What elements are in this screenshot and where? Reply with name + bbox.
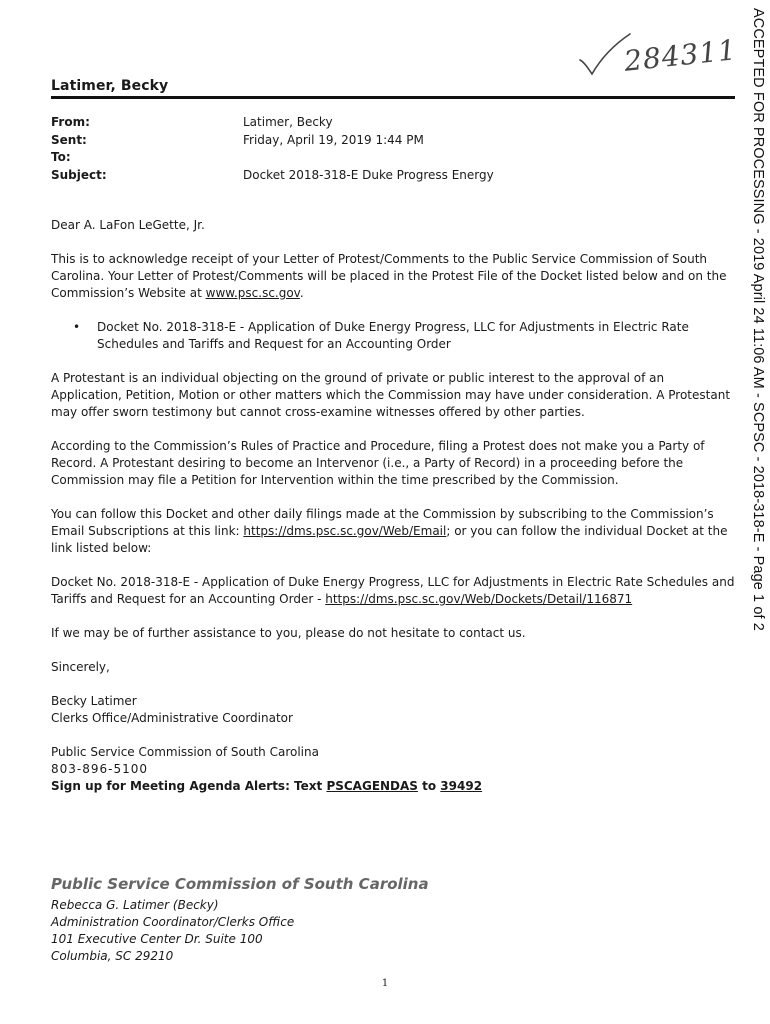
page-number: 1 [381,978,389,989]
handwritten-number: 284311 [622,33,739,78]
protestant-paragraph: A Protestant is an individual objecting on the ground of private or public interest to the approval of an Application, Petition, Motion or other matters which the Commission may have under consideration. A Protestant may offer sworn testimony but cannot cross-examine witnesses offered by other parties. [51,371,731,419]
subscription-text: You can follow this Docket and other daily filings made at the Commission by subscribing to the Commission’s Email Subscriptions at this link: [51,507,714,538]
to-row [51,149,735,167]
docket-link-paragraph [51,574,735,608]
alerts-mid: to [417,779,441,793]
agenda-alerts-line [51,778,735,795]
assistance-paragraph: If we may be of further assistance to you, please do not hesitate to contact us. [51,626,526,640]
email-signature [51,876,551,965]
subject-row [51,167,735,185]
email-body [51,217,735,795]
alerts-number: 39492 [440,779,483,793]
phone-number: 803-896-5100 [51,762,149,776]
acceptance-stamp-text: ACCEPTED FOR PROCESSING - 2019 April 24 11:06 AM - SCPSC - 2018-318-E - Page 1 of 2 [750,8,766,631]
sent-label: Sent: [51,132,87,147]
docket-bullet-text: Docket No. 2018-318-E - Application of Duke Energy Progress, LLC for Adjustments in Electric Rate Schedules and Tariffs and Request for an Accounting Order [97,320,689,351]
sent-value: Friday, April 19, 2019 1:44 PM [243,132,424,147]
from-label: From: [51,115,90,129]
email-subscription-link[interactable]: https://dms.psc.sc.gov/Web/Email [243,524,447,538]
signature-address-line-2: Columbia, SC 29210 [51,949,174,963]
docket-bullet [51,319,735,353]
signature-address-line-1: 101 Executive Center Dr. Suite 100 [51,932,263,946]
subscription-end: ; or you can follow the individual Docket at the link listed below: [51,524,728,555]
mailbox-owner-name: Latimer, Becky [51,78,169,94]
to-value [243,149,735,167]
acceptance-stamp [750,6,766,690]
signature-name: Rebecca G. Latimer (Becky) [51,898,219,912]
closing: Sincerely, [51,660,110,674]
alerts-prefix: Sign up for Meeting Agenda Alerts: Text [51,779,327,793]
from-row [51,114,735,132]
sent-row [51,132,735,150]
sender-name: Becky Latimer [51,694,137,708]
docket-detail-link[interactable]: https://dms.psc.sc.gov/Web/Dockets/Detail/116871 [325,592,633,606]
from-value: Latimer, Becky [243,115,333,129]
subject-value: Docket 2018-318-E Duke Progress Energy [243,167,494,182]
acknowledgement-paragraph [51,251,735,302]
signature-title: Administration Coordinator/Clerks Office [51,915,295,929]
psc-website-link[interactable]: www.psc.sc.gov [205,286,300,300]
sender-title: Clerks Office/Administrative Coordinator [51,711,293,725]
subscription-paragraph [51,506,735,557]
acknowledgement-text: This is to acknowledge receipt of your Letter of Protest/Comments to the Public Service Commission of South Carolina. Your Letter of Protest/Comments will be placed in the Protest File of the Docket listed below and on the Commission’s Website at [51,252,727,300]
rules-paragraph: According to the Commission’s Rules of Practice and Procedure, filing a Protest does not make you a Party of Record. A Protestant desiring to become an Intervenor (i.e., a Party of Record) in a proceeding before the Commission may file a Petition for Intervention within the time prescribed by the Commission. [51,439,705,487]
subject-label: Subject: [51,167,107,182]
organization-name: Public Service Commission of South Carolina [51,745,319,759]
greeting: Dear A. LaFon LeGette, Jr. [51,218,205,232]
acknowledgement-end: . [299,286,304,300]
signature-organization: Public Service Commission of South Carolina [51,875,429,893]
docket-link-text: Docket No. 2018-318-E - Application of Duke Energy Progress, LLC for Adjustments in Electric Rate Schedules and Tariffs and Request for an Accounting Order - [51,575,735,606]
bullet-icon: • [73,320,81,334]
to-label: To: [51,150,71,164]
alerts-keyword: PSCAGENDAS [326,779,418,793]
email-header-fields [51,114,735,184]
header-rule [51,96,735,99]
